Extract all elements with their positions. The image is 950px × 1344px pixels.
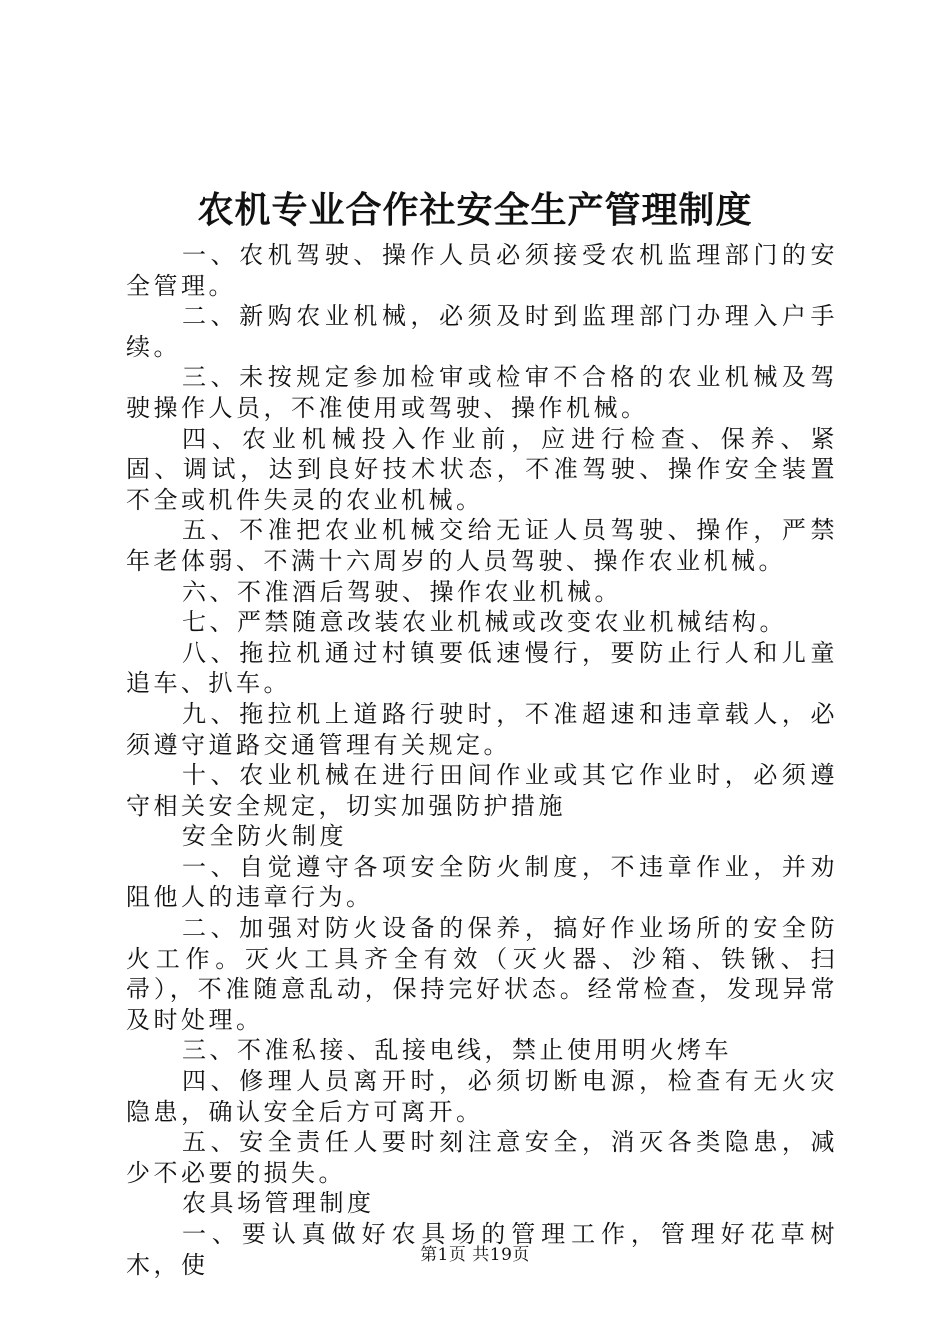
- section-heading: 农具场管理制度: [182, 1189, 375, 1218]
- paragraph: 九、拖拉机上道路行驶时，不准超速和违章载人，必须遵守道路交通管理有关规定。: [126, 699, 838, 759]
- paragraph: 一、要认真做好农具场的管理工作，管理好花草树木，使: [126, 1220, 838, 1279]
- paragraph: 一、自觉遵守各项安全防火制度，不违章作业，并劝阻他人的违章行为。: [126, 852, 838, 912]
- paragraph: 七、严禁随意改装农业机械或改变农业机械结构。: [182, 608, 787, 637]
- paragraph: 二、加强对防火设备的保养，搞好作业场所的安全防火工作。灭火工具齐全有效（灭火器、沙箱、铁锹、扫帚），不准随意乱动，保持完好状态。经常检查，发现异常及时处理。: [126, 914, 838, 1034]
- paragraph: 六、不准酒后驾驶、操作农业机械。: [182, 577, 622, 606]
- paragraph: 十、农业机械在进行田间作业或其它作业时，必须遵守相关安全规定，切实加强防护措施: [126, 761, 838, 820]
- paragraph: 五、安全责任人要时刻注意安全，消灭各类隐患，减少不必要的损失。: [126, 1128, 838, 1187]
- document-title: 农机专业合作社安全生产管理制度: [197, 189, 753, 231]
- paragraph: 三、不准私接、乱接电线，禁止使用明火烤车: [182, 1036, 732, 1065]
- paragraph: 八、拖拉机通过村镇要低速慢行，要防止行人和儿童追车、扒车。: [126, 638, 838, 698]
- paragraph: 一、农机驾驶、操作人员必须接受农机监理部门的安全管理。: [126, 241, 838, 300]
- paragraph: 二、新购农业机械，必须及时到监理部门办理入户手续。: [126, 302, 838, 361]
- paragraph: 五、不准把农业机械交给无证人员驾驶、操作，严禁年老体弱、不满十六周岁的人员驾驶、操作农业机械。: [126, 516, 838, 575]
- paragraph: 三、未按规定参加检审或检审不合格的农业机械及驾驶操作人员，不准使用或驾驶、操作机械。: [126, 363, 838, 422]
- section-heading: 安全防火制度: [182, 822, 347, 851]
- paragraph: 四、修理人员离开时，必须切断电源，检查有无火灾隐患，确认安全后方可离开。: [126, 1067, 838, 1126]
- document-body: [126, 240, 838, 1280]
- page-number-footer: 第1页 共19页: [420, 1245, 530, 1265]
- paragraph: 四、农业机械投入作业前，应进行检查、保养、紧固、调试，达到良好技术状态，不准驾驶、操作安全装置不全或机件失灵的农业机械。: [126, 424, 838, 514]
